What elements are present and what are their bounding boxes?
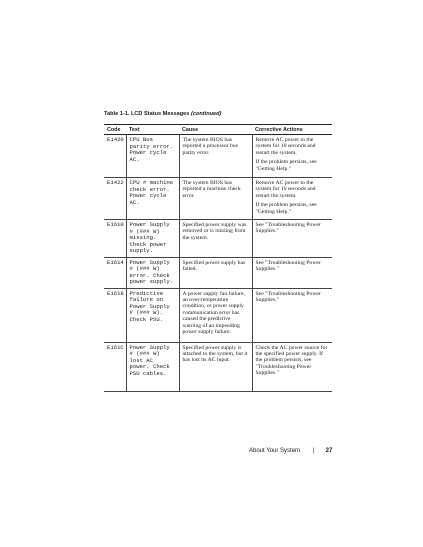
footer-section-title: About Your System xyxy=(249,448,301,454)
text-cell: Power Supply # (### W) missing. Check power supply. xyxy=(126,220,179,258)
cause-cell: Specified power supply has failed. xyxy=(179,257,252,288)
action-paragraph: If the problem persists, see "Getting Help." xyxy=(255,202,317,215)
code-cell: E161C xyxy=(104,342,126,391)
corrective-action-cell xyxy=(252,220,332,258)
corrective-action-cell xyxy=(252,178,332,220)
text-cell: CPU # machine check error. Power cycle AC. xyxy=(126,178,179,220)
cause-cell: A power supply fan failure, an over-temperature condition, or power supply communication error has caused the predictive warning of an impending power supply failure. xyxy=(179,288,252,342)
code-cell: E1420 xyxy=(104,135,126,178)
page-footer xyxy=(249,448,332,454)
action-paragraph: See "Troubleshooting Power Supplies." xyxy=(255,290,321,303)
table-title xyxy=(104,111,221,117)
action-paragraph: Remove AC power to the system for 10 seconds and restart the system. xyxy=(255,180,316,199)
table-title-name: LCD Status Messages xyxy=(130,111,190,117)
table-row xyxy=(104,135,332,178)
action-paragraph: See "Troubleshooting Power Supplies." xyxy=(255,259,321,272)
code-cell: E1618 xyxy=(104,288,126,342)
column-header-code: Code xyxy=(104,125,126,135)
table-row xyxy=(104,342,332,391)
text-cell: Predictive failure on Power Supply # (### W). Check PSU. xyxy=(126,288,179,342)
code-cell: E1610 xyxy=(104,220,126,258)
table-title-label: Table 1-1. xyxy=(104,111,130,117)
action-paragraph: See "Troubleshooting Power Supplies." xyxy=(255,222,321,235)
text-cell: Power Supply # (### W) error. Check power supply. xyxy=(126,257,179,288)
cause-cell: The system BIOS has reported a processor bus parity error. xyxy=(179,135,252,178)
footer-separator: | xyxy=(313,448,315,454)
page-number: 27 xyxy=(325,448,333,454)
lcd-status-table xyxy=(104,124,332,392)
code-cell: E1614 xyxy=(104,257,126,288)
table-header-row xyxy=(104,125,332,135)
action-paragraph: Check the AC power source for the specified power supply. If the problem persists, see "Troubleshooting Power Supplies." xyxy=(255,344,328,377)
table-row xyxy=(104,220,332,258)
text-cell: CPU Bus parity error. Power cycle AC. xyxy=(126,135,179,178)
corrective-action-cell xyxy=(252,257,332,288)
corrective-action-cell xyxy=(252,135,332,178)
table-title-continued: (continued) xyxy=(190,111,222,117)
cause-cell: The system BIOS has reported a machine check error. xyxy=(179,178,252,220)
table-row xyxy=(104,257,332,288)
column-header-corrective-actions: Corrective Actions xyxy=(252,125,332,135)
action-paragraph: If the problem persists, see "Getting Help." xyxy=(255,159,317,172)
text-cell: Power Supply # (### W) lost AC power. Check PSU cables. xyxy=(126,342,179,391)
column-header-cause: Cause xyxy=(179,125,252,135)
action-paragraph: Remove AC power to the system for 10 seconds and restart the system. xyxy=(255,137,316,156)
cause-cell: Specified power supply was removed or is missing from the system. xyxy=(179,220,252,258)
table-row xyxy=(104,178,332,220)
corrective-action-cell xyxy=(252,342,332,391)
corrective-action-cell xyxy=(252,288,332,342)
code-cell: E1422 xyxy=(104,178,126,220)
cause-cell: Specified power supply is attached to the system, but it has lost its AC input. xyxy=(179,342,252,391)
table-row xyxy=(104,288,332,342)
column-header-text: Text xyxy=(126,125,179,135)
